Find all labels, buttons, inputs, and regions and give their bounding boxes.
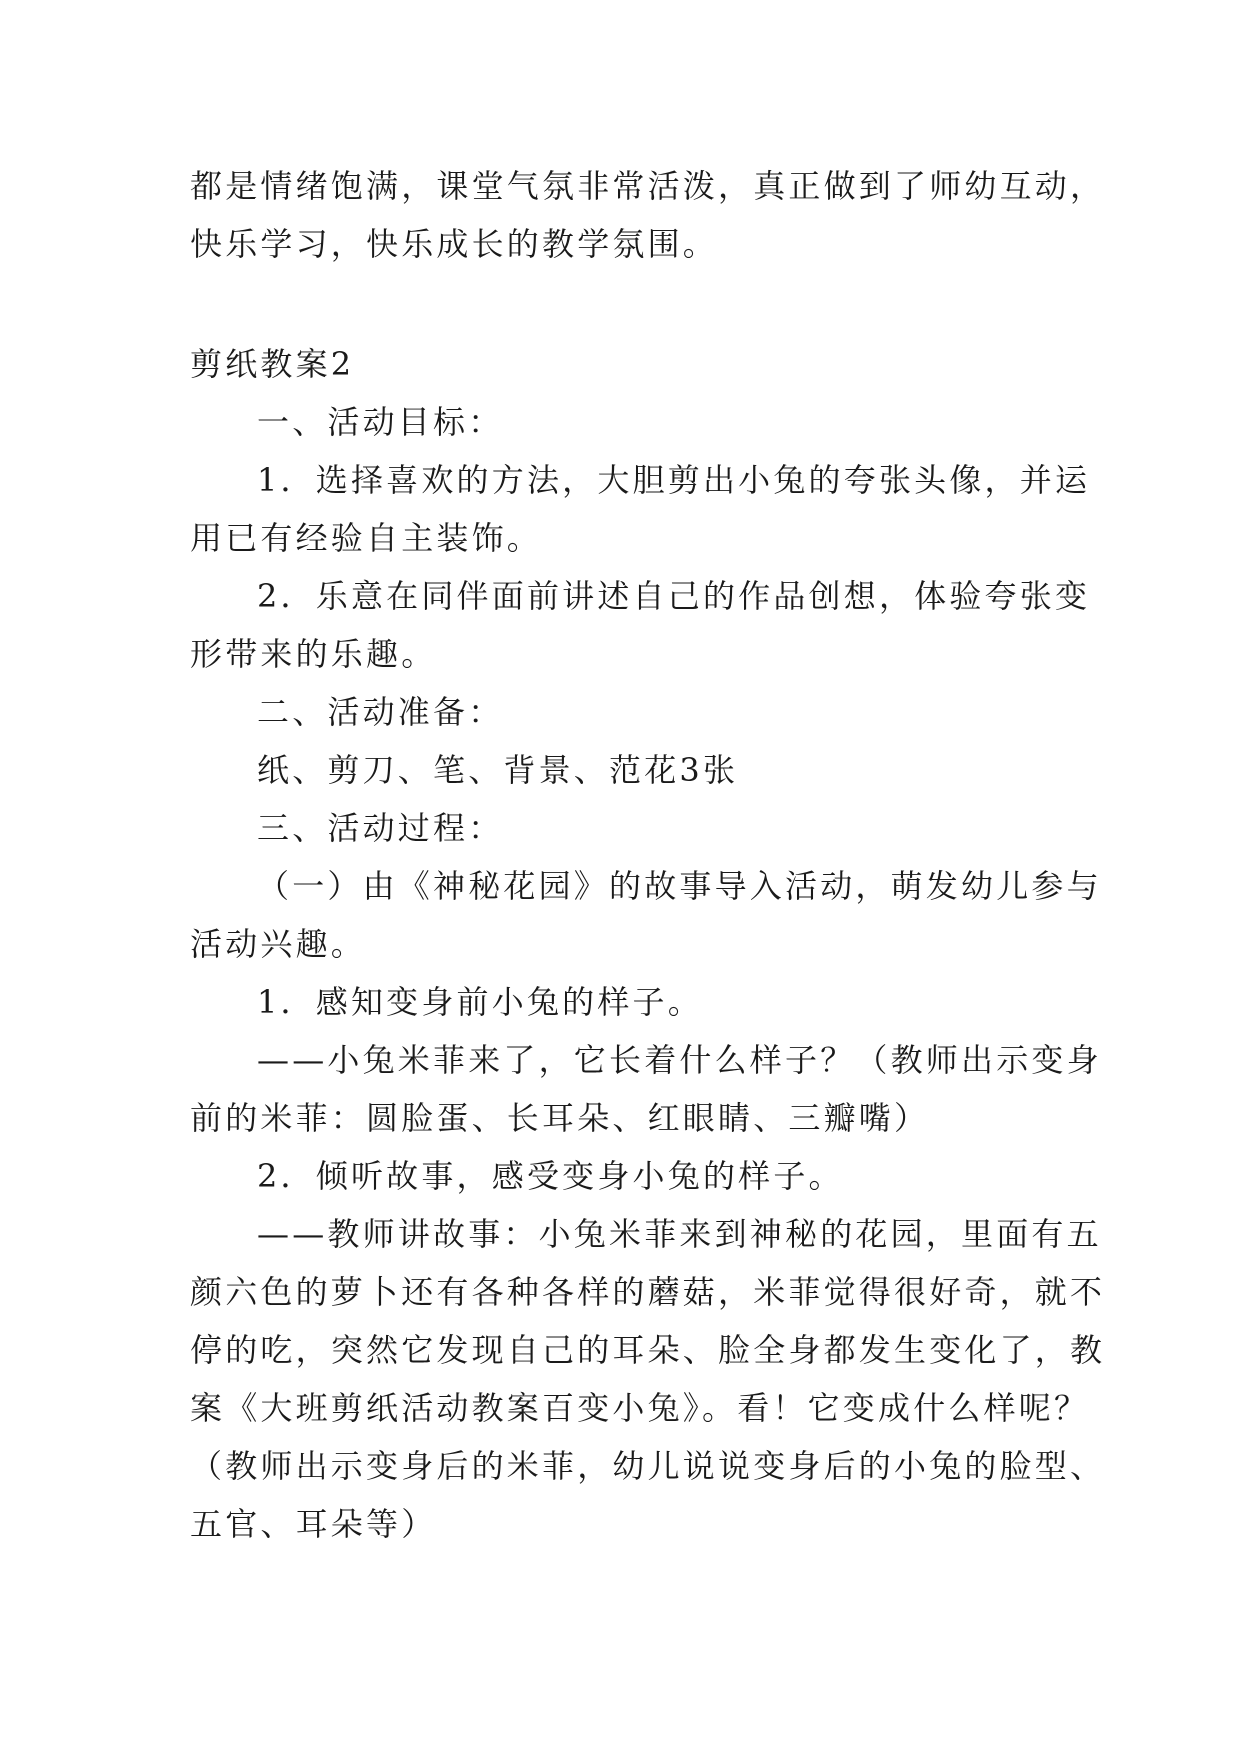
paragraph-line: ——教师讲故事：小兔米菲来到神秘的花园，里面有五 bbox=[257, 1215, 1102, 1253]
paragraph-line: 颜六色的萝卜还有各种各样的蘑菇，米菲觉得很好奇，就不 bbox=[190, 1273, 1106, 1311]
paragraph-line: 1．选择喜欢的方法，大胆剪出小兔的夸张头像，并运 bbox=[257, 461, 1091, 499]
paragraph-line: ——小兔米菲来了，它长着什么样子？（教师出示变身 bbox=[257, 1041, 1102, 1079]
paragraph-line: 形带来的乐趣。 bbox=[190, 635, 437, 673]
paragraph-line: 2．乐意在同伴面前讲述自己的作品创想，体验夸张变 bbox=[257, 577, 1091, 615]
paragraph-line: 纸、剪刀、笔、背景、范花3张 bbox=[257, 751, 739, 789]
paragraph-line: 1．感知变身前小兔的样子。 bbox=[257, 983, 703, 1021]
paragraph-line: 停的吃，突然它发现自己的耳朵、脸全身都发生变化了，教 bbox=[190, 1331, 1106, 1369]
section-title: 剪纸教案2 bbox=[190, 345, 355, 383]
paragraph-line: 活动兴趣。 bbox=[190, 925, 367, 963]
paragraph-line: （一）由《神秘花园》的故事导入活动，萌发幼儿参与 bbox=[257, 867, 1102, 905]
paragraph-line: 前的米菲：圆脸蛋、长耳朵、红眼睛、三瓣嘴） bbox=[190, 1099, 930, 1137]
heading-activity-goals: 一、活动目标： bbox=[257, 403, 504, 441]
paragraph-line: 2．倾听故事，感受变身小兔的样子。 bbox=[257, 1157, 844, 1195]
paragraph-line: 案《大班剪纸活动教案百变小兔》。看！它变成什么样呢？ bbox=[190, 1389, 1090, 1427]
heading-activity-preparation: 二、活动准备： bbox=[257, 693, 504, 731]
paragraph-line: 快乐学习，快乐成长的教学氛围。 bbox=[190, 225, 719, 263]
paragraph-line: 都是情绪饱满，课堂气氛非常活泼，真正做到了师幼互动， bbox=[190, 167, 1106, 205]
paragraph-line: 五官、耳朵等） bbox=[190, 1505, 437, 1543]
heading-activity-process: 三、活动过程： bbox=[257, 809, 504, 847]
paragraph-line: 用已有经验自主装饰。 bbox=[190, 519, 543, 557]
paragraph-line: （教师出示变身后的米菲，幼儿说说变身后的小兔的脸型、 bbox=[190, 1447, 1106, 1485]
